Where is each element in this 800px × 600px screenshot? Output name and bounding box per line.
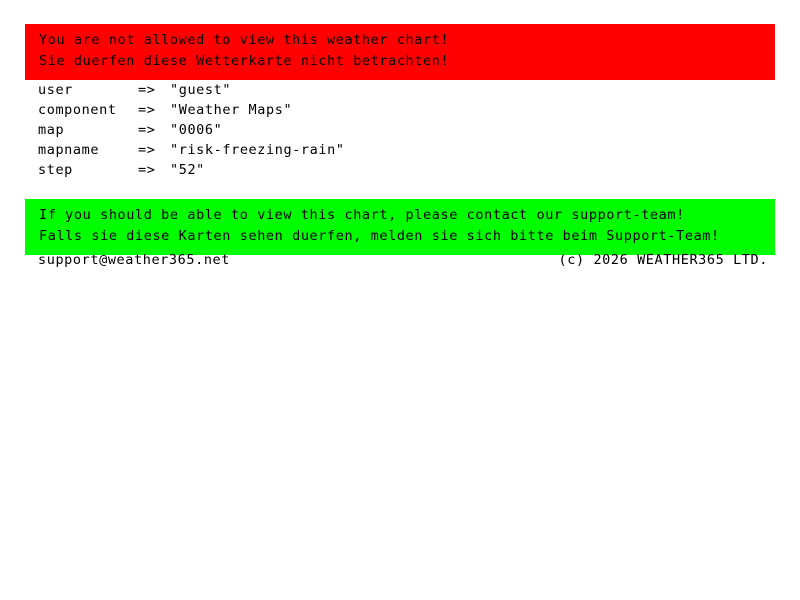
footer	[38, 250, 768, 270]
parameter-value: "guest"	[170, 82, 232, 98]
parameter-arrow: =>	[138, 122, 156, 138]
copyright-text: (c) 2026 WEATHER365 LTD.	[558, 252, 768, 268]
support-banner-line-de: Falls sie diese Karten sehen duerfen, melden sie sich bitte beim Support-Team!	[39, 228, 720, 244]
parameter-row	[38, 160, 738, 180]
parameter-key: mapname	[38, 142, 100, 158]
support-email-link[interactable]: support@weather365.net	[38, 252, 231, 268]
parameter-arrow: =>	[138, 162, 156, 178]
support-banner	[25, 199, 775, 255]
parameter-value: "0006"	[170, 122, 223, 138]
parameter-value: "Weather Maps"	[170, 102, 293, 118]
parameter-key: user	[38, 82, 73, 98]
error-banner-line-de: Sie duerfen diese Wetterkarte nicht betrachten!	[39, 53, 450, 69]
parameter-row	[38, 100, 738, 120]
parameter-key: step	[38, 162, 73, 178]
support-banner-line-en: If you should be able to view this chart, please contact our support-team!	[39, 207, 685, 223]
parameter-row	[38, 120, 738, 140]
parameter-key: map	[38, 122, 65, 138]
parameter-value: "risk-freezing-rain"	[170, 142, 345, 158]
parameter-list	[38, 80, 738, 180]
parameter-row	[38, 140, 738, 160]
parameter-key: component	[38, 102, 117, 118]
parameter-arrow: =>	[138, 142, 156, 158]
error-banner	[25, 24, 775, 80]
parameter-row	[38, 80, 738, 100]
parameter-value: "52"	[170, 162, 205, 178]
parameter-arrow: =>	[138, 102, 156, 118]
parameter-arrow: =>	[138, 82, 156, 98]
error-banner-line-en: You are not allowed to view this weather chart!	[39, 32, 450, 48]
